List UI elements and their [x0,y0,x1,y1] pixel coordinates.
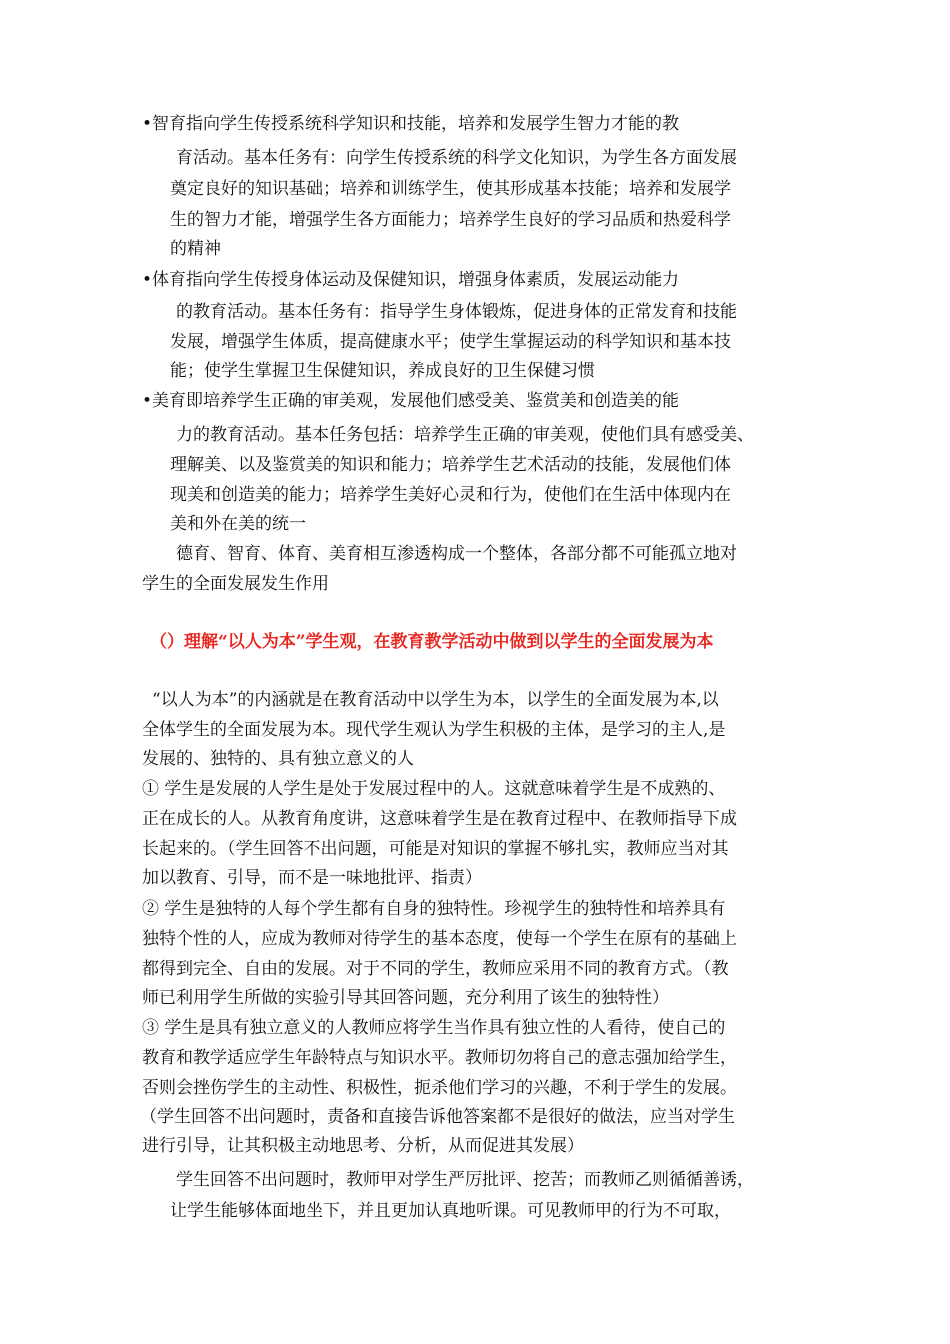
point2-line-2: 独特个性的人，应成为教师对待学生的基本态度，使每一个学生在原有的基础上 [142,929,737,949]
point3-line-2: 教育和教学适应学生年龄特点与知识水平。教师切勿将自己的意志强加给学生， [142,1048,737,1068]
meiyu-line-3: 理解美、以及鉴赏美的知识和能力；培养学生艺术活动的技能，发展他们体 [170,455,731,475]
meiyu-line-4: 现美和创造美的能力；培养学生美好心灵和行为，使他们在生活中体现内在 [170,485,731,505]
point3-line-5: 进行引导，让其积极主动地思考、分析，从而促进其发展） [142,1136,584,1156]
point1-line-2: 正在成长的人。从教育角度讲，这意味着学生是在教育过程中、在教师指导下成 [142,809,737,829]
point1-line-1: ① 学生是发展的人学生是处于发展过程中的人。这就意味着学生是不成熟的、 [142,779,726,799]
point2-line-4: 师已利用学生所做的实验引导其回答问题，充分利用了该生的独特性） [142,988,669,1008]
tiyu-line-4: 能；使学生掌握卫生保健知识，养成良好的卫生保健习惯 [170,361,595,381]
meiyu-line-2: 力的教育活动。基本任务包括：培养学生正确的审美观，使他们具有感受美、 [176,425,754,445]
meiyu-line-1: •美育即培养学生正确的审美观，发展他们感受美、鉴赏美和创造美的能 [142,391,680,411]
section-heading: （）理解“以人为本”学生观，在教育教学活动中做到以学生的全面发展为本 [150,632,714,652]
zhiyu-line-1: •智育指向学生传授系统科学知识和技能，培养和发展学生智力才能的教 [142,114,680,134]
summary-line-1: 德育、智育、体育、美育相互渗透构成一个整体，各部分都不可能孤立地对 [176,544,737,564]
point2-line-3: 都得到完全、自由的发展。对于不同的学生，教师应采用不同的教育方式。（教 [142,959,729,979]
point1-line-4: 加以教育、引导，而不是一味地批评、指责） [142,868,482,888]
tiyu-line-2: 的教育活动。基本任务有：指导学生身体锻炼，促进身体的正常发育和技能 [176,302,737,322]
intro-line-1: “以人为本”的内涵就是在教育活动中以学生为本，以学生的全面发展为本,以 [152,690,719,710]
tiyu-line-1: •体育指向学生传授身体运动及保健知识，增强身体素质，发展运动能力 [142,270,680,290]
zhiyu-line-4: 生的智力才能，增强学生各方面能力；培养学生良好的学习品质和热爱科学 [170,210,731,230]
zhiyu-line-2: 育活动。基本任务有：向学生传授系统的科学文化知识，为学生各方面发展 [176,148,737,168]
point3-line-1: ③ 学生是具有独立意义的人教师应将学生当作具有独立性的人看待，使自己的 [142,1018,726,1038]
summary-line-2: 学生的全面发展发生作用 [142,574,329,594]
zhiyu-line-5: 的精神 [170,239,221,259]
zhiyu-line-3: 奠定良好的知识基础；培养和训练学生，使其形成基本技能；培养和发展学 [170,179,731,199]
intro-line-3: 发展的、独特的、具有独立意义的人 [142,749,414,769]
point3-line-4: （学生回答不出问题时，责备和直接告诉他答案都不是很好的做法，应当对学生 [140,1107,735,1127]
closing-line-1: 学生回答不出问题时，教师甲对学生严厉批评、挖苦；而教师乙则循循善诱， [176,1170,754,1190]
point3-line-3: 否则会挫伤学生的主动性、积极性，扼杀他们学习的兴趣，不利于学生的发展。 [142,1078,737,1098]
tiyu-line-3: 发展，增强学生体质，提高健康水平；使学生掌握运动的科学知识和基本技 [170,332,731,352]
point2-line-1: ② 学生是独特的人每个学生都有自身的独特性。珍视学生的独特性和培养具有 [142,899,726,919]
point1-line-3: 长起来的。（学生回答不出问题，可能是对知识的掌握不够扎实，教师应当对其 [142,839,729,859]
closing-line-2: 让学生能够体面地坐下，并且更加认真地听课。可见教师甲的行为不可取， [170,1201,731,1221]
intro-line-2: 全体学生的全面发展为本。现代学生观认为学生积极的主体，是学习的主人,是 [142,720,726,740]
meiyu-line-5: 美和外在美的统一 [170,514,306,534]
